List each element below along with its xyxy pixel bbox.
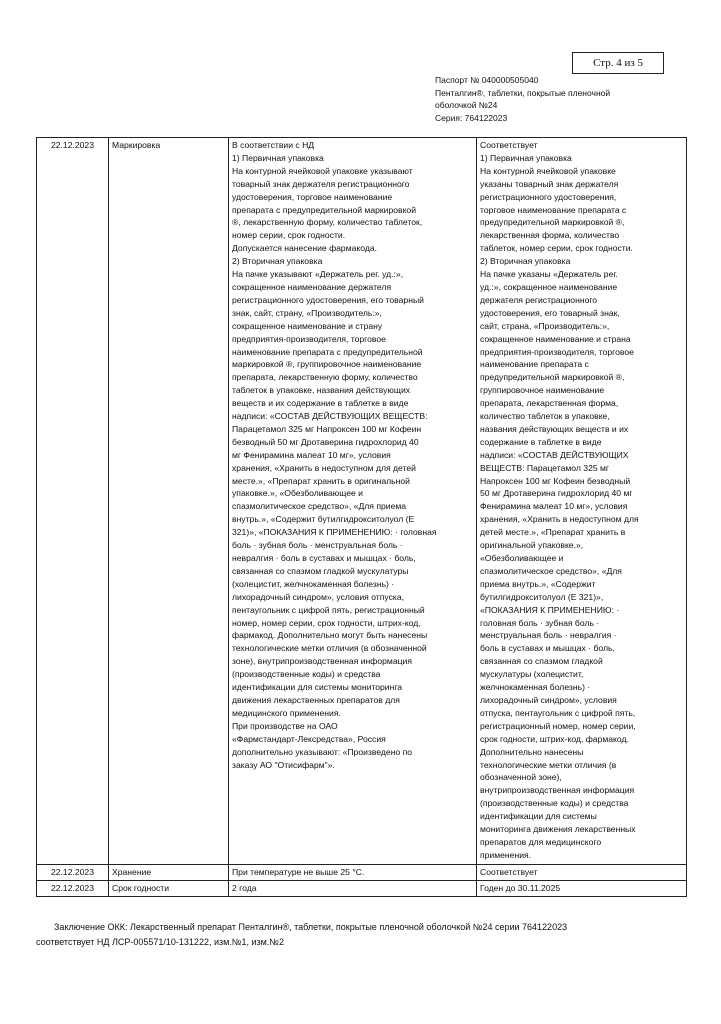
cell-line: надписи: «СОСТАВ ДЕЙСТВУЮЩИХ ВЕЩЕСТВ: bbox=[232, 411, 428, 422]
cell-line: предприятия-производителя, торговое bbox=[480, 346, 634, 357]
cell-line: бутилгидрокситолуол (Е 321)», bbox=[480, 591, 604, 602]
cell-line: 1) Первичная упаковка bbox=[480, 152, 572, 163]
cell-line: указаны товарный знак держателя bbox=[480, 178, 619, 189]
cell-line: знак, сайт, страну, «Производитель:», bbox=[232, 307, 382, 318]
cell-line: Дополнительно нанесены bbox=[480, 746, 584, 757]
cell-line: (производственные коды) и средства bbox=[232, 669, 381, 680]
cell-line: 2 года bbox=[232, 882, 257, 893]
cell-line: обозначенной зоне), bbox=[480, 772, 562, 783]
cell-line: связанная со спазмом гладкой bbox=[480, 656, 603, 667]
cell-line: номер, номер серии, срок годности, штрих-код, bbox=[232, 617, 421, 628]
cell-line: Фенирамина малеат 10 мг», условия bbox=[480, 501, 628, 512]
cell-line: лихорадочный синдром», условия bbox=[480, 694, 617, 705]
cell-line: сайт, страна, «Производитель:», bbox=[480, 320, 610, 331]
cell-line: внутрь.», «Содержит бутилгидрокситолуол (Е bbox=[232, 514, 415, 525]
cell-line: технологические метки отличия (в обозначенной bbox=[232, 643, 427, 654]
header-line: оболочкой №24 bbox=[435, 100, 498, 110]
cell-line: «ПОКАЗАНИЯ К ПРИМЕНЕНИЮ: · bbox=[480, 604, 620, 615]
requirement-cell bbox=[229, 865, 477, 881]
cell-line: удостоверения, его товарный знак, bbox=[480, 307, 620, 318]
cell-line: боль в суставах и мышцах · боль, bbox=[480, 643, 615, 654]
cell-line: медицинского применения. bbox=[232, 707, 341, 718]
cell-line: номер серии, срок годности. bbox=[232, 230, 346, 241]
cell-line: торговое наименование препарата с bbox=[480, 204, 627, 215]
cell-line: ®, лекарственную форму, количество таблеток, bbox=[232, 217, 423, 228]
cell-line: идентификации для системы мониторинга bbox=[232, 682, 403, 693]
cell-line: лекарственная форма, количество bbox=[480, 230, 620, 241]
indicator-cell: Срок годности bbox=[109, 880, 229, 896]
cell-line: Соответствует bbox=[480, 867, 538, 877]
date-cell: 22.12.2023 bbox=[37, 138, 109, 865]
cell-line: На контурной ячейковой упаковке указывают bbox=[232, 165, 413, 176]
cell-line: движения лекарственных препаратов для bbox=[232, 694, 400, 705]
cell-line: сокращенное наименование и страну bbox=[232, 320, 383, 331]
cell-line: препаратов для медицинского bbox=[480, 836, 602, 847]
cell-line: упаковке.», «Обезболивающее и bbox=[232, 488, 363, 499]
cell-line: предупредительной маркировкой ®, bbox=[480, 217, 625, 228]
requirement-cell bbox=[229, 880, 477, 896]
cell-line: технологические метки отличия (в bbox=[480, 759, 617, 770]
cell-line: боль · зубная боль · менструальная боль · bbox=[232, 540, 403, 551]
cell-line: фармакод. Дополнительно могут быть нанесены bbox=[232, 630, 428, 641]
cell-line: 2) Вторичная упаковка bbox=[480, 256, 571, 267]
cell-line: (холецистит, желчнокаменная болезнь) · bbox=[232, 578, 395, 589]
cell-line: держателя регистрационного bbox=[480, 294, 598, 305]
conclusion-line: соответствует НД ЛСР-005571/10-131222, изм.№1, изм.№2 bbox=[36, 937, 284, 947]
cell-line: предупредительной маркировкой ®, bbox=[480, 372, 625, 383]
indicator-cell: Маркировка bbox=[109, 138, 229, 865]
cell-line: невралгия · боль в суставах и мышцах · боль, bbox=[232, 553, 416, 563]
result-cell bbox=[477, 880, 687, 896]
cell-line: таблеток, номер серии, срок годности. bbox=[480, 243, 633, 254]
cell-line: Допускается нанесение фармакода. bbox=[232, 243, 378, 254]
cell-line: приема внутрь.», «Содержит bbox=[480, 578, 596, 589]
cell-line: 321)», «ПОКАЗАНИЯ К ПРИМЕНЕНИЮ: · головная bbox=[232, 527, 437, 538]
cell-line: хранения, «Хранить в недоступном для детей bbox=[232, 462, 416, 473]
cell-line: (производственные коды) и средства bbox=[480, 798, 629, 809]
cell-line: оригинальной упаковке.», bbox=[480, 540, 584, 551]
cell-line: отпуска, пентаугольник с цифрой пять, bbox=[480, 707, 636, 718]
cell-line: сокращенное наименование и страна bbox=[480, 333, 631, 344]
result-cell bbox=[477, 865, 687, 881]
cell-line: Напроксен 100 мг Кофеин безводный bbox=[480, 475, 631, 486]
cell-line: маркировкой ®, группировочное наименование bbox=[232, 359, 422, 370]
cell-line: регистрационного удостоверения, его товарный bbox=[232, 294, 424, 305]
cell-line: дополнительно указывают: «Произведено по bbox=[232, 746, 413, 757]
cell-line: регистрационного удостоверения, bbox=[480, 191, 617, 202]
cell-line: заказу АО "Отисифарм"». bbox=[232, 759, 335, 770]
cell-line: срок годности, штрих-код, фармакод. bbox=[480, 733, 629, 744]
date-cell: 22.12.2023 bbox=[37, 880, 109, 896]
cell-line: пентаугольник с цифрой пять, регистрационный bbox=[232, 604, 425, 615]
qc-conclusion bbox=[36, 920, 567, 950]
cell-line: сокращенное наименование держателя bbox=[232, 281, 392, 292]
cell-line: надписи: «СОСТАВ ДЕЙСТВУЮЩИХ bbox=[480, 449, 629, 460]
cell-line: удостоверения, торговое наименование bbox=[232, 191, 393, 202]
cell-line: На пачке указывают «Держатель рег. уд.:», bbox=[232, 269, 404, 280]
cell-line: связанная со спазмом гладкой мускулатуры bbox=[232, 565, 409, 576]
cell-line: «Фармстандарт-Лексредства», Россия bbox=[232, 733, 386, 744]
header-line: Паспорт № 040000505040 bbox=[435, 75, 539, 85]
cell-line: названия действующих веществ и их bbox=[480, 423, 629, 434]
cell-line: веществ и их содержание в таблетке в виде bbox=[232, 398, 409, 409]
cell-line: применения. bbox=[480, 849, 532, 860]
cell-line: Парацетамол 325 мг Напроксен 100 мг Кофеин bbox=[232, 423, 422, 434]
passport-header bbox=[435, 74, 610, 124]
date-cell: 22.12.2023 bbox=[37, 865, 109, 881]
cell-line: зоне), внутрипроизводственная информация bbox=[232, 656, 412, 667]
cell-line: наименование препарата с предупредительной bbox=[232, 346, 423, 357]
cell-line: товарный знак держателя регистрационного bbox=[232, 178, 410, 189]
cell-line: препарата, лекарственная форма, bbox=[480, 398, 619, 409]
cell-line: ВЕЩЕСТВ: Парацетамол 325 мг bbox=[480, 462, 610, 473]
cell-line: мускулатуры (холецистит, bbox=[480, 669, 584, 680]
cell-line: Соответствует bbox=[480, 140, 538, 150]
cell-line: спазмолитическое средство», «Для приема bbox=[232, 501, 407, 512]
table-row-labeling bbox=[37, 138, 687, 865]
cell-line: содержание в таблетке в виде bbox=[480, 436, 602, 447]
cell-line: головная боль · зубная боль · bbox=[480, 617, 600, 628]
cell-line: желчнокаменная болезнь) · bbox=[480, 682, 591, 693]
cell-line: На пачке указаны «Держатель рег. bbox=[480, 269, 618, 280]
table-row-storage bbox=[37, 865, 687, 881]
cell-line: идентификации для системы bbox=[480, 811, 597, 822]
requirement-cell bbox=[229, 138, 477, 865]
cell-line: В соответствии с НД bbox=[232, 140, 315, 150]
cell-line: месте.», «Препарат хранить в оригинальной bbox=[232, 475, 410, 486]
header-line: Серия: 764122023 bbox=[435, 112, 508, 123]
cell-line: группировочное наименование bbox=[480, 385, 605, 396]
cell-line: предприятия-производителя, торговое bbox=[232, 333, 386, 344]
cell-line: 1) Первичная упаковка bbox=[232, 152, 324, 163]
cell-line: внутрипроизводственная информация bbox=[480, 785, 635, 796]
result-cell bbox=[477, 138, 687, 865]
cell-line: При производстве на ОАО bbox=[232, 720, 338, 731]
cell-line: Годен до 30.11.2025 bbox=[480, 882, 561, 893]
cell-line: лихорадочный синдром», условия отпуска, bbox=[232, 591, 405, 602]
cell-line: таблеток в упаковке, названия действующих bbox=[232, 385, 411, 396]
cell-line: уд.:», сокращенное наименование bbox=[480, 281, 618, 292]
page-indicator: Стр. 4 из 5 bbox=[572, 52, 664, 74]
cell-line: 50 мг Дротаверина гидрохлорид 40 мг bbox=[480, 488, 633, 499]
cell-line: При температуре не выше 25 °С. bbox=[232, 867, 365, 877]
cell-line: 2) Вторичная упаковка bbox=[232, 256, 323, 267]
table-row-shelf-life bbox=[37, 880, 687, 896]
indicator-cell: Хранение bbox=[109, 865, 229, 881]
header-line: Пенталгин®, таблетки, покрытые пленочной bbox=[435, 87, 611, 98]
cell-line: менструальная боль · невралгия · bbox=[480, 630, 617, 641]
cell-line: регистрационный номер, номер серии, bbox=[480, 720, 636, 731]
cell-line: спазмолитическое средство», «Для bbox=[480, 565, 622, 576]
cell-line: препарата с предупредительной маркировкой bbox=[232, 204, 417, 215]
cell-line: мониторинга движения лекарственных bbox=[480, 824, 636, 835]
cell-line: На контурной ячейковой упаковке bbox=[480, 165, 616, 176]
cell-line: «Обезболивающее и bbox=[480, 553, 564, 563]
cell-line: детей месте.», «Препарат хранить в bbox=[480, 527, 626, 538]
cell-line: безводный 50 мг Дротаверина гидрохлорид 40 bbox=[232, 436, 419, 447]
test-results-table bbox=[36, 137, 687, 897]
conclusion-line: Заключение ОКК: Лекарственный препарат Пенталгин®, таблетки, покрытые пленочной оболочкой №24 серии 764122023 bbox=[54, 922, 568, 932]
cell-line: хранения, «Хранить в недоступном для bbox=[480, 514, 639, 525]
cell-line: мг Фенирамина малеат 10 мг», условия bbox=[232, 449, 391, 460]
cell-line: наименование препарата с bbox=[480, 359, 589, 370]
cell-line: препарата, лекарственную форму, количество bbox=[232, 372, 418, 383]
cell-line: количество таблеток в упаковке, bbox=[480, 411, 610, 422]
